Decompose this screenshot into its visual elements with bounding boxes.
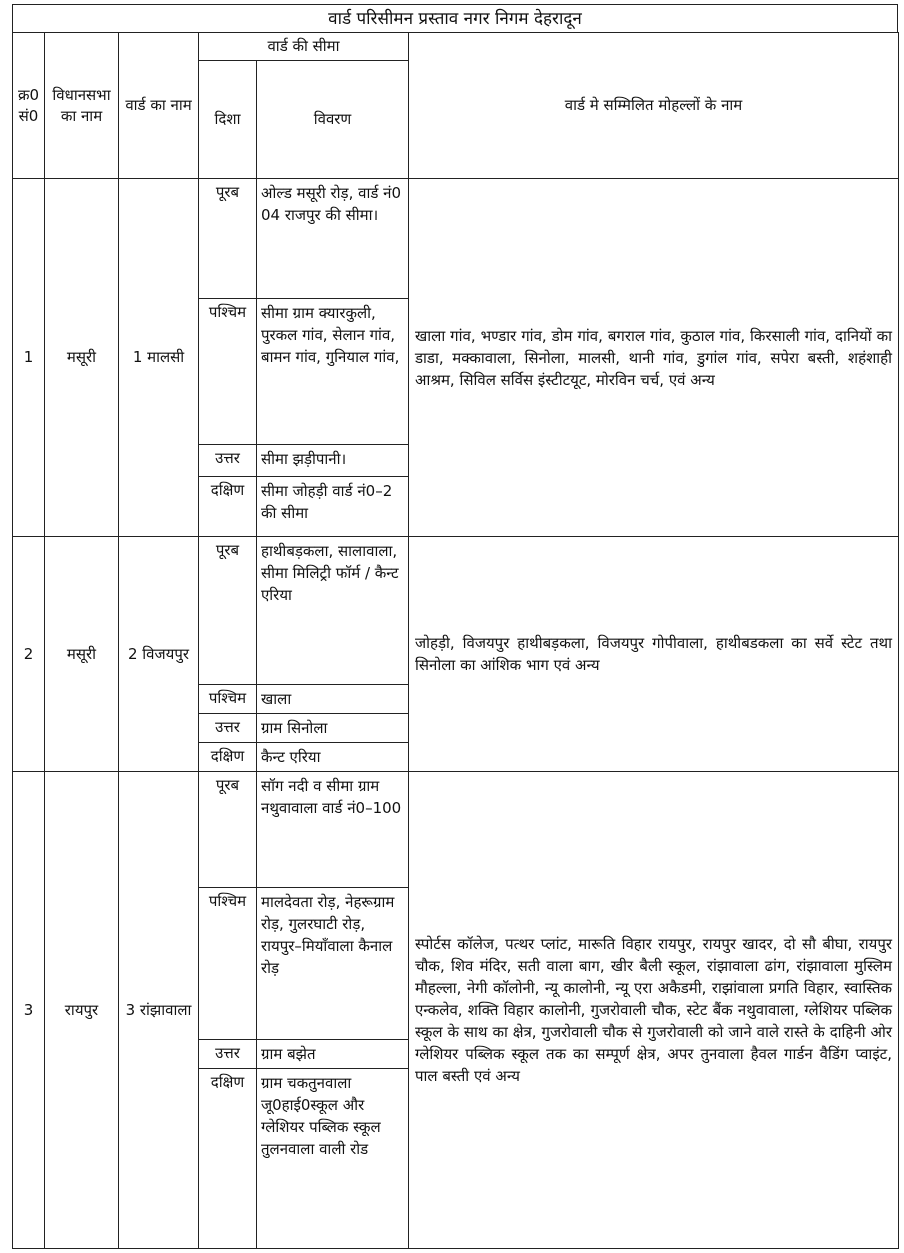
boundary-direction: दक्षिण xyxy=(199,743,257,772)
boundary-direction: पश्चिम xyxy=(199,685,257,714)
boundary-direction: पूरब xyxy=(199,179,257,299)
table-row xyxy=(13,772,899,888)
boundary-description: मालदेवता रोड़, नेहरूग्राम रोड़, गुलरघाटी रोड़, रायपुर–मियाँवाला कैनाल रोड़ xyxy=(257,888,409,1040)
boundary-direction: उत्तर xyxy=(199,714,257,743)
row-sno: 3 xyxy=(13,772,45,1249)
boundary-description: ग्राम चकतुनवाला जू0हाई0स्कूल और ग्लेशियर पब्लिक स्कूल तुलनवाला वाली रोड xyxy=(257,1069,409,1249)
boundary-description: खाला xyxy=(257,685,409,714)
boundary-direction: पूरब xyxy=(199,537,257,685)
row-ward-name: 1 मालसी xyxy=(119,179,199,537)
boundary-direction: पश्चिम xyxy=(199,299,257,445)
boundary-direction: पूरब xyxy=(199,772,257,888)
table-row xyxy=(13,179,899,299)
boundary-direction: उत्तर xyxy=(199,1040,257,1069)
row-sno: 1 xyxy=(13,179,45,537)
boundary-description: ग्राम सिनोला xyxy=(257,714,409,743)
document-title: वार्ड परिसीमन प्रस्ताव नगर निगम देहरादून xyxy=(12,4,898,32)
row-ward-name: 3 रांझावाला xyxy=(119,772,199,1249)
boundary-description: सीमा जोहड़ी वार्ड नं0–2 की सीमा xyxy=(257,477,409,537)
boundary-description: हाथीबड़कला, सालावाला, सीमा मिलिट्री फॉर्म / कैन्ट एरिया xyxy=(257,537,409,685)
boundary-description: कैन्ट एरिया xyxy=(257,743,409,772)
boundary-description: ओल्ड मसूरी रोड़, वार्ड नं0 04 राजपुर की सीमा। xyxy=(257,179,409,299)
header-ward-boundary: वार्ड की सीमा xyxy=(199,33,409,61)
boundary-direction: उत्तर xyxy=(199,445,257,477)
row-vidhansabha: मसूरी xyxy=(45,179,119,537)
mohalla-list: स्पोर्टस कॉलेज, पत्थर प्लांट, मारूति विहार रायपुर, रायपुर खादर, दो सौ बीघा, रायपुर चौक, शिव मंदिर, सती वाला बाग, खीर बैली स्कूल, रांझावाला ढांग, रांझावाला मुस्लिम मौहल्ला, नेगी कॉलोनी, न्यू कालोनी, न्यू एरा अकैडमी, राझांवाला प्रगति विहार, स्वास्तिक एन्कलेव, शक्ति विहार कालोनी, गुजरोवाली चौक, स्टेट बैंक नथुवावाला, ग्लेशियर पब्लिक स्कूल के साथ का क्षेत्र, गुजरोवाली चौक से गुजरोवाली को जाने वाले रास्ते के दाहिनी ओर ग्लेशियर पब्लिक स्कूल तक का सम्पूर्ण क्षेत्र, अपर तुनवाला हैवल गार्डन वैडिंग प्वाइंट, पाल बस्ती एवं अन्य xyxy=(409,772,899,1249)
mohalla-list: खाला गांव, भण्डार गांव, डोम गांव, बगराल गांव, कुठाल गांव, किरसाली गांव, दानियों का डाडा, मक्कावाला, सिनोला, मालसी, थानी गांव, डुगांल गांव, सपेरा बस्ती, शहंशाही आश्रम, सिविल सर्विस इंस्टीटयूट, मोरविन चर्च, एवं अन्य xyxy=(409,179,899,537)
row-sno: 2 xyxy=(13,537,45,772)
row-ward-name: 2 विजयपुर xyxy=(119,537,199,772)
table-row xyxy=(13,537,899,685)
document-page xyxy=(12,4,898,1248)
mohalla-list: जोहड़ी, विजयपुर हाथीबड़कला, विजयपुर गोपीवाला, हाथीबडकला का सर्वे स्टेट तथा सिनोला का आंशिक भाग एवं अन्य xyxy=(409,537,899,772)
boundary-description: सीमा ग्राम क्यारकुली, पुरकल गांव, सेलान गांव, बामन गांव, गुनियाल गांव, xyxy=(257,299,409,445)
ward-delimitation-table xyxy=(12,32,899,1249)
boundary-description: सीमा झड़ीपानी। xyxy=(257,445,409,477)
header-mohalla: वार्ड मे सम्मिलित मोहल्लों के नाम xyxy=(409,33,899,179)
header-description: विवरण xyxy=(257,61,409,179)
boundary-direction: दक्षिण xyxy=(199,1069,257,1249)
header-direction: दिशा xyxy=(199,61,257,179)
header-vidhansabha: विधानसभा का नाम xyxy=(45,33,119,179)
boundary-direction: दक्षिण xyxy=(199,477,257,537)
header-ward-name: वार्ड का नाम xyxy=(119,33,199,179)
row-vidhansabha: रायपुर xyxy=(45,772,119,1249)
boundary-direction: पश्चिम xyxy=(199,888,257,1040)
header-row xyxy=(13,33,899,61)
row-vidhansabha: मसूरी xyxy=(45,537,119,772)
boundary-description: सॉग नदी व सीमा ग्राम नथुवावाला वार्ड नं0–100 xyxy=(257,772,409,888)
boundary-description: ग्राम बझेत xyxy=(257,1040,409,1069)
header-sno: क्र0 सं0 xyxy=(13,33,45,179)
